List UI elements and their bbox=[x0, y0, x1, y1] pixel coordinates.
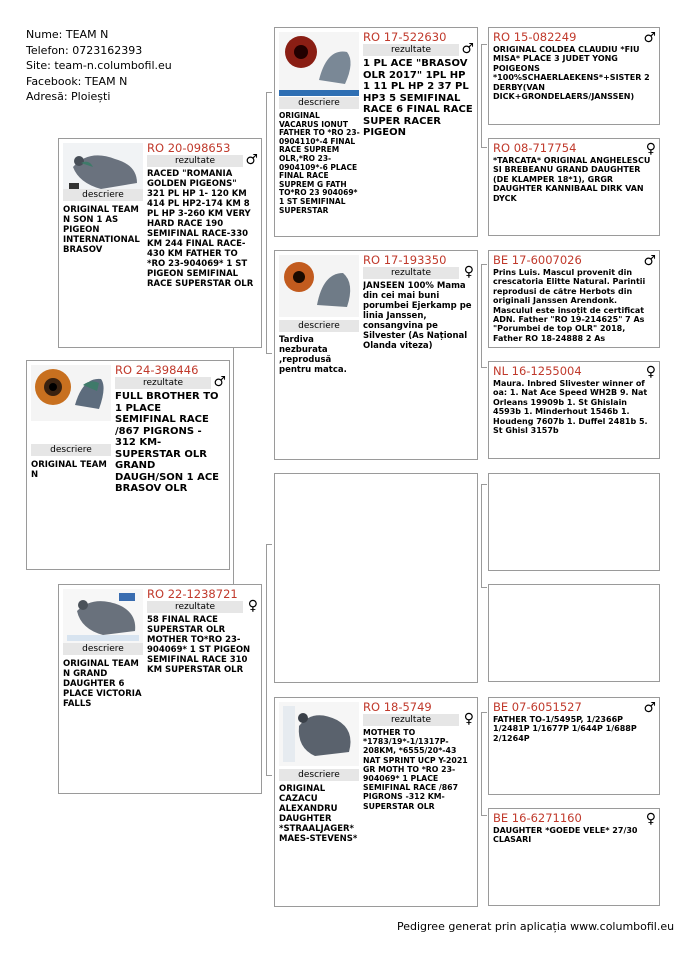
ring-number[interactable]: BE 16-6271160 bbox=[493, 811, 582, 825]
owner-info bbox=[26, 27, 172, 105]
results-button[interactable]: rezultate bbox=[363, 267, 459, 279]
pigeon-photo-sd[interactable] bbox=[279, 255, 359, 317]
pigeon-text: 58 FINAL RACE SUPERSTAR OLR MOTHER TO*RO 23-904069* 1 ST PIGEON SEMIFINAL RACE 310 KM SUPERSTAR OLR bbox=[147, 615, 251, 675]
description-button[interactable]: descriere bbox=[279, 769, 359, 781]
description-button[interactable]: descriere bbox=[31, 444, 111, 456]
pigeon-card-ddd bbox=[488, 808, 660, 906]
ring-number[interactable]: RO 17-522630 bbox=[363, 30, 447, 44]
pigeon-text: DAUGHTER *GOEDE VELE* 27/30 CLASARI bbox=[493, 826, 638, 845]
ring-number[interactable]: NL 16-1255004 bbox=[493, 364, 582, 378]
pigeon-card-ss bbox=[274, 27, 478, 237]
ring-number[interactable]: RO 22-1238721 bbox=[147, 587, 238, 601]
footer-credit: Pedigree generat prin aplicația www.columbofil.eu bbox=[397, 920, 675, 933]
results-button[interactable]: rezultate bbox=[147, 601, 243, 613]
pigeon-card-dds bbox=[488, 697, 660, 795]
female-icon: ♀ bbox=[645, 141, 656, 157]
connector-sd bbox=[481, 264, 487, 368]
owner-facebook[interactable]: Facebook: TEAM N bbox=[26, 74, 128, 88]
male-icon: ♂ bbox=[461, 41, 474, 57]
male-icon: ♂ bbox=[213, 374, 226, 390]
ring-number[interactable]: RO 08-717754 bbox=[493, 141, 577, 155]
results-button[interactable]: rezultate bbox=[147, 155, 243, 167]
pigeon-card-dss-empty bbox=[488, 473, 660, 571]
pigeon-text: *TARCATA* ORIGINAL ANGHELESCU SI BREBEANU GRAND DAUGHTER (DE KLAMPER 18*1), GRGR DAUGHTER KANNIBAAL DIRK VAN DYCK bbox=[493, 156, 651, 203]
pigeon-text: FATHER TO-1/5495P, 1/2366P 1/2481P 1/1677P 1/644P 1/688P 2/1264P bbox=[493, 715, 637, 743]
owner-address: Adresă: Ploiești bbox=[26, 90, 111, 103]
female-icon: ♀ bbox=[463, 711, 474, 727]
ring-number[interactable]: RO 20-098653 bbox=[147, 141, 231, 155]
pigeon-card-ssd bbox=[488, 138, 660, 236]
pigeon-text: Prins Luis. Mascul provenit din crescatoria Elitte Natural. Parintii reprodusi de către Herbots din originali Janssen Arendonk. Masculul este insoțit de certificat ADN. Father "RO 19-214625" 7 As "Porumbei de top OLR" 2018, Father RO 18-24888 2 As bbox=[493, 268, 646, 343]
connector-ds bbox=[481, 484, 487, 588]
pigeon-left-text: ORIGINAL TEAM N bbox=[31, 460, 107, 480]
pigeon-left-text: ORIGINAL VACARUS IONUT FATHER TO *RO 23-0904110*-4 FINAL RACE SUPREM OLR,*RO 23-0904109*-6 PLACE FINAL RACE SUPREM G FATH TO*RO 23 904069* 1 ST SEMIFINAL SUPERSTAR bbox=[279, 112, 360, 215]
female-icon: ♀ bbox=[247, 598, 258, 614]
pigeon-photo-dd[interactable] bbox=[279, 702, 359, 766]
connector-dd bbox=[481, 712, 487, 816]
pigeon-photo-ss[interactable] bbox=[279, 32, 359, 96]
description-button[interactable]: descriere bbox=[279, 320, 359, 332]
female-icon: ♀ bbox=[463, 264, 474, 280]
pigeon-text: 1 PL ACE "BRASOV OLR 2017" 1PL HP 1 11 PL HP 2 37 PL HP3 5 SEMIFINAL RACE 6 FINAL RACE SUPER RACER PIGEON bbox=[363, 58, 473, 138]
owner-name: Nume: TEAM N bbox=[26, 28, 109, 41]
pigeon-photo-subject[interactable] bbox=[31, 365, 111, 421]
pigeon-left-text: ORIGINAL CAZACU ALEXANDRU DAUGHTER *STRAALJAGER* MAES-STEVENS* bbox=[279, 784, 358, 844]
male-icon: ♂ bbox=[643, 700, 656, 716]
pigeon-text: RACED "ROMANIA GOLDEN PIGEONS" 321 PL HP 1- 120 KM 414 PL HP2-174 KM 8 PL HP 3-260 KM VERY HARD RACE 190 SEMIFINAL RACE-330 KM 244 FINAL RACE-430 KM FATHER TO *RO 23-904069* 1 ST PIGEON SEMIFINAL RACE SUPERSTAR OLR bbox=[147, 169, 254, 289]
pigeon-card-dsd-empty bbox=[488, 584, 660, 682]
pigeon-text: MOTHER TO *1783/19*-1/1317P-208KM, *6555/20*-43 NAT SPRINT UCP Y-2021 GR MOTH TO *RO 23-904069* 1 PLACE SEMIFINAL RACE /867 PIGRONS -312 KM-SUPERSTAR OLR bbox=[363, 728, 468, 811]
ring-number[interactable]: RO 17-193350 bbox=[363, 253, 447, 267]
pigeon-left-text: Tardiva nezburata ,reprodusă pentru matca. bbox=[279, 335, 347, 375]
pigeon-left-text: ORIGINAL TEAM N GRAND DAUGHTER 6 PLACE VICTORIA FALLS bbox=[63, 659, 142, 709]
owner-site[interactable]: Site: team-n.columbofil.eu bbox=[26, 59, 172, 72]
ring-number[interactable]: BE 07-6051527 bbox=[493, 700, 582, 714]
description-button[interactable]: descriere bbox=[63, 643, 143, 655]
pigeon-text: FULL BROTHER TO 1 PLACE SEMIFINAL RACE /867 PIGRONS - 312 KM-SUPERSTAR OLR GRAND DAUGH/SON 1 ACE BRASOV OLR bbox=[115, 391, 219, 494]
results-button[interactable]: rezultate bbox=[363, 714, 459, 726]
pigeon-text: ORIGINAL COLDEA CLAUDIU *FIU MISA* PLACE 3 JUDET YONG POIGEONS *100%SCHAERLAEKENS*+SISTER 2 DERBY(VAN DICK+GRONDELAERS/JANSSEN) bbox=[493, 45, 650, 102]
female-icon: ♀ bbox=[645, 364, 656, 380]
description-button[interactable]: descriere bbox=[279, 97, 359, 109]
female-icon: ♀ bbox=[645, 811, 656, 827]
owner-phone: Telefon: 0723162393 bbox=[26, 43, 143, 57]
ring-number[interactable]: RO 15-082249 bbox=[493, 30, 577, 44]
male-icon: ♂ bbox=[245, 152, 258, 168]
pigeon-card-dam bbox=[58, 584, 262, 794]
description-button[interactable]: descriere bbox=[63, 189, 143, 201]
pigeon-text: Maura. Inbred Slivester winner of oa: 1. Nat Ace Speed WH2B 9. Nat Orleans 19909b 1. St Ghislain 4593b 1. Minderhout 1546b 1. Houdeng 7607b 1. Duffel 2481b 5. St Ghisl 3157b bbox=[493, 379, 648, 436]
pigeon-card-sd bbox=[274, 250, 478, 460]
pigeon-card-sss bbox=[488, 27, 660, 125]
ring-number[interactable]: BE 17-6007026 bbox=[493, 253, 582, 267]
connector-sire bbox=[266, 92, 272, 354]
male-icon: ♂ bbox=[643, 253, 656, 269]
pigeon-card-sds bbox=[488, 250, 660, 348]
pigeon-photo-dam[interactable] bbox=[63, 589, 143, 645]
pigeon-card-sdd bbox=[488, 361, 660, 459]
ring-number[interactable]: RO 18-5749 bbox=[363, 700, 432, 714]
pigeon-card-ds-empty bbox=[274, 473, 478, 683]
connector-dam bbox=[266, 544, 272, 776]
results-button[interactable]: rezultate bbox=[115, 377, 211, 389]
pigeon-card-subject bbox=[26, 360, 230, 570]
ring-number[interactable]: RO 24-398446 bbox=[115, 363, 199, 377]
results-button[interactable]: rezultate bbox=[363, 44, 459, 56]
pigeon-card-sire bbox=[58, 138, 262, 348]
pigeon-left-text: ORIGINAL TEAM N SON 1 AS PIGEON INTERNATIONAL BRASOV bbox=[63, 205, 140, 255]
pigeon-card-dd bbox=[274, 697, 478, 907]
pigeon-text: JANSEEN 100% Mama din cei mai buni porumbei Ejerkamp pe linia Janssen, consangvina pe Silvester (As Național Olanda viteza) bbox=[363, 281, 472, 351]
connector-ss bbox=[481, 44, 487, 148]
male-icon: ♂ bbox=[643, 30, 656, 46]
